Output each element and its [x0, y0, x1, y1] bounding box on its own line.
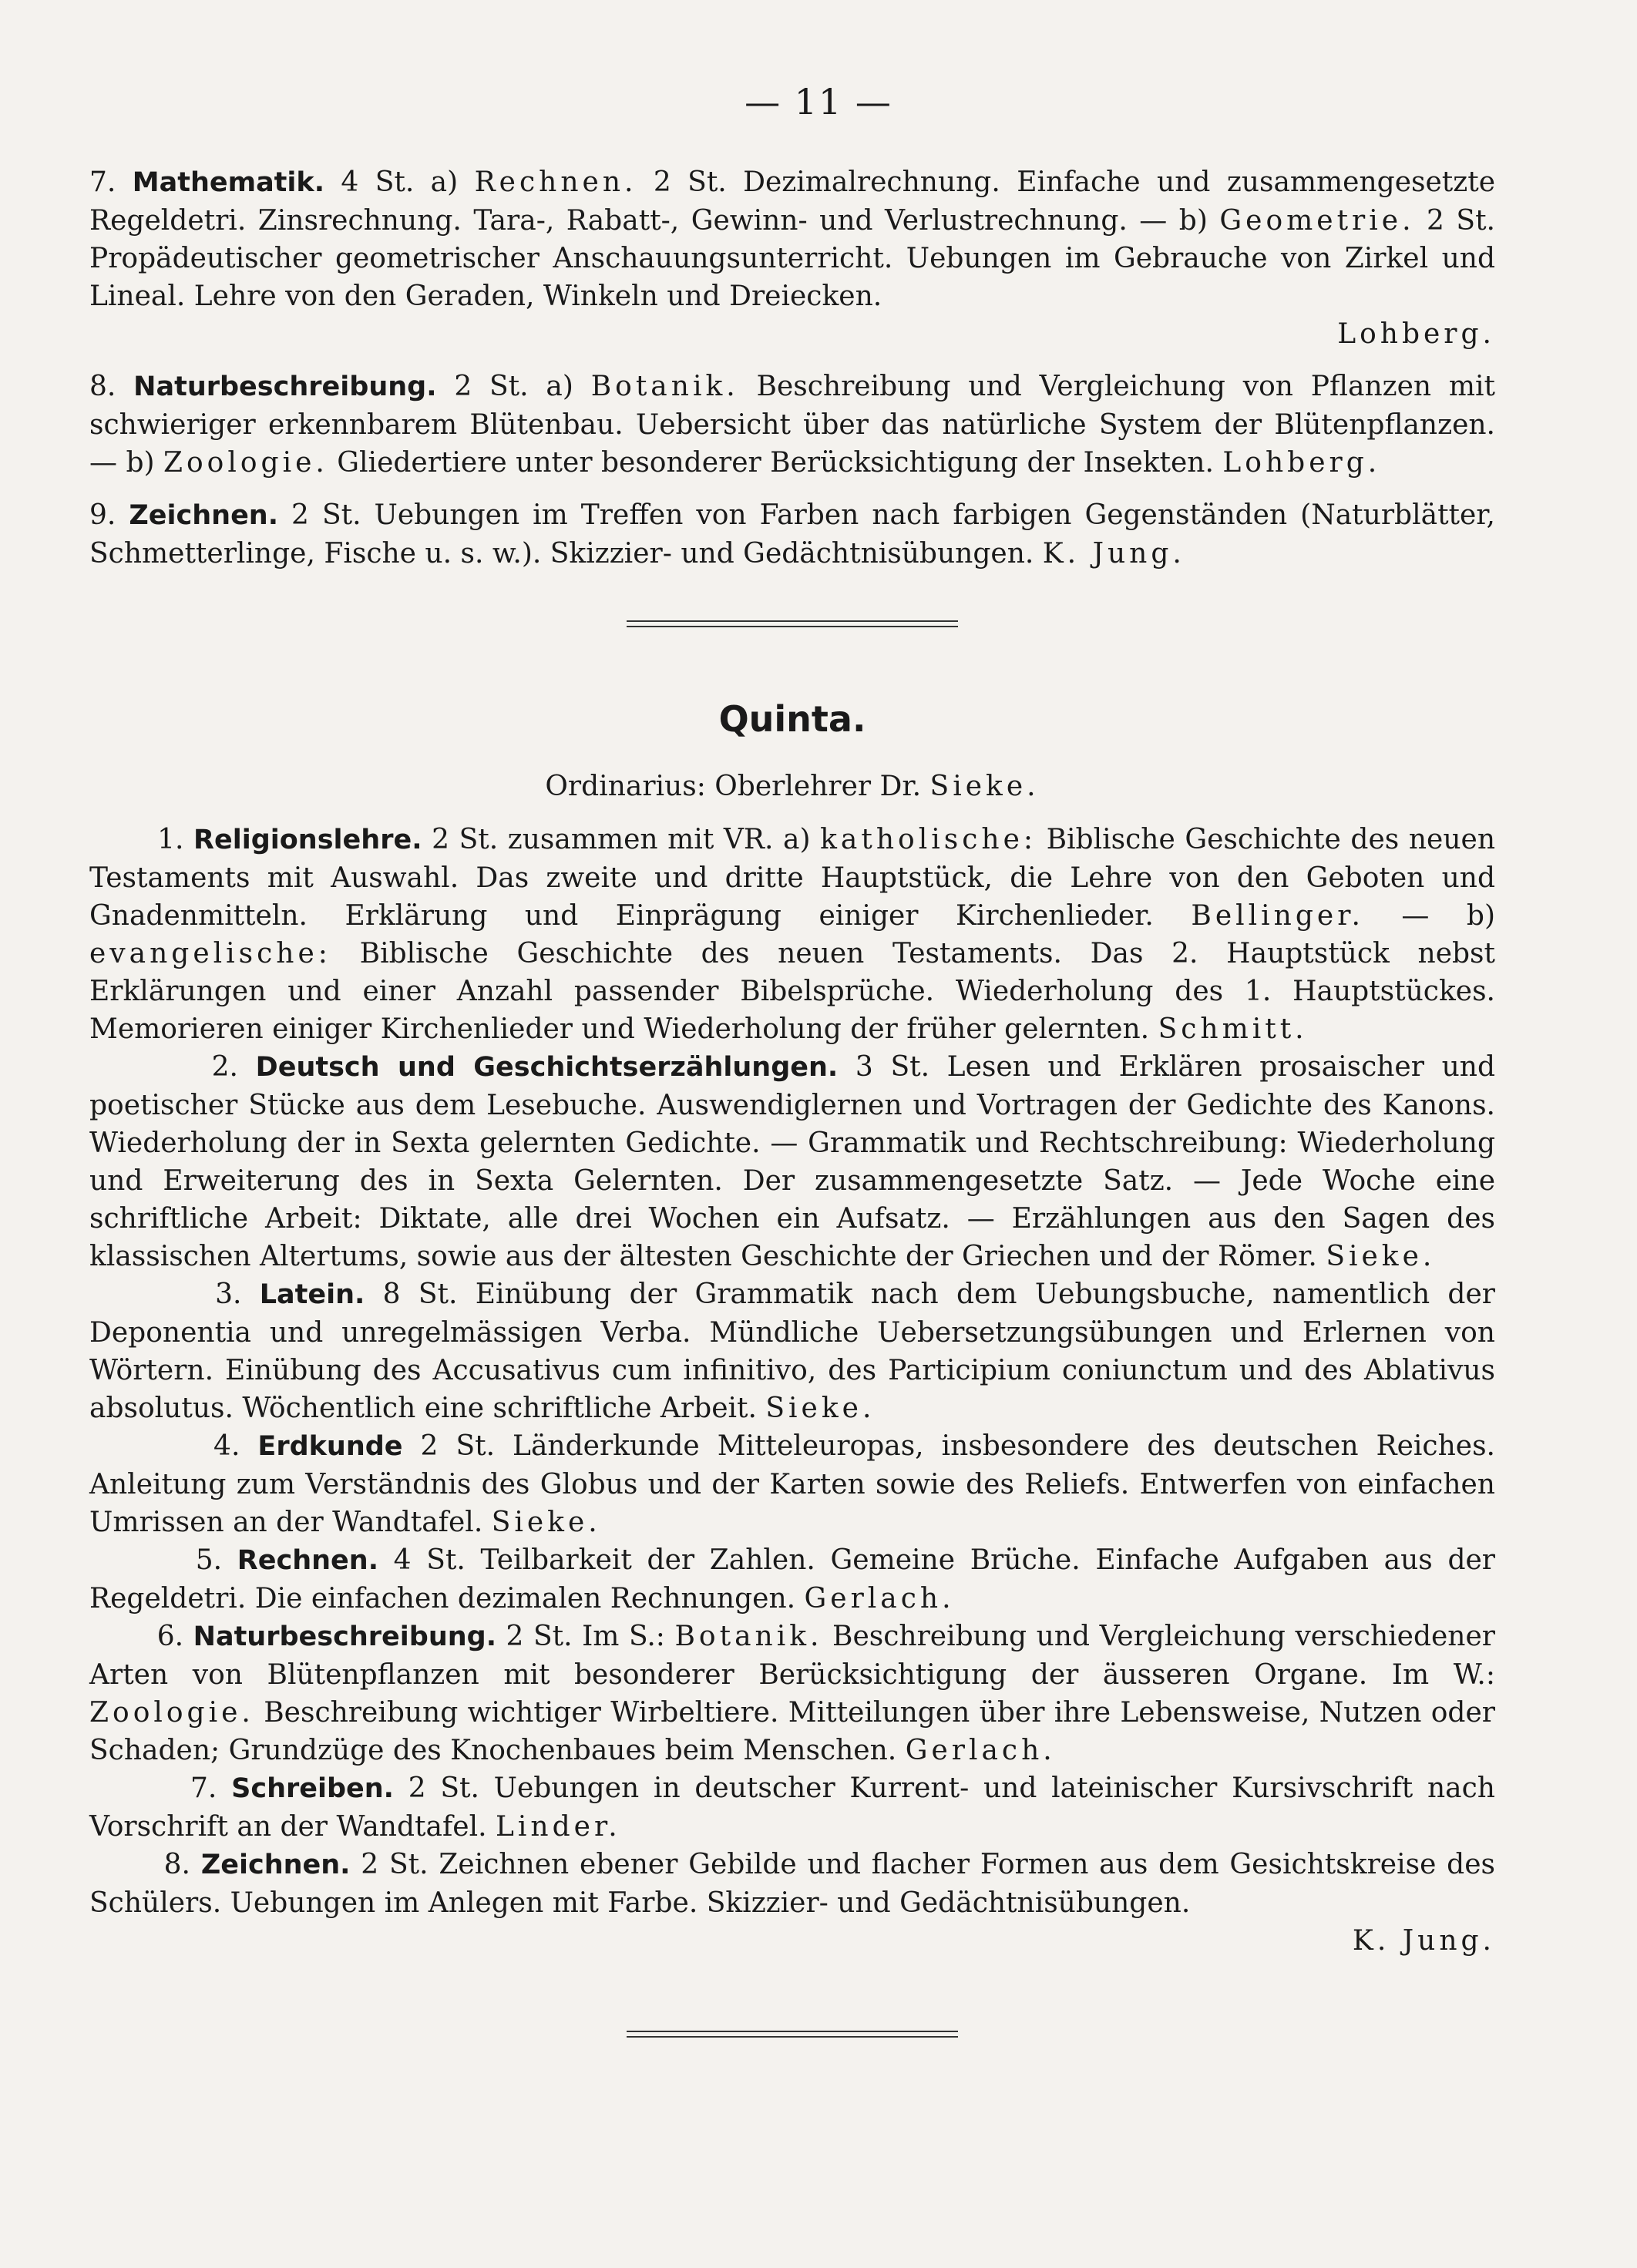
ordinarius-line: Ordinarius: Oberlehrer Dr. Sieke. [545, 771, 1040, 802]
page-content [89, 163, 1495, 2038]
teacher-name: K. Jung. [1042, 538, 1185, 570]
teacher-name: Sieke. [1326, 1241, 1436, 1272]
subject-heading: Schreiben. [231, 1773, 394, 1804]
teacher-name: Schmitt. [1158, 1013, 1308, 1045]
subject-heading: Naturbeschreibung. [193, 1621, 496, 1652]
subject-heading: Erdkunde [257, 1431, 403, 1462]
quinta-item-rechnen: 5. Rechnen. 4 St. Teilbarkeit der Zahlen. Gemeine Brüche. Einfache Aufgaben aus der Regeldetri. Die einfachen dezimalen Rechnungen. Gerlach. [89, 1544, 1496, 1614]
subject-heading: Zeichnen. [200, 1850, 351, 1880]
quinta-item-religionslehre: 1. Religionslehre. 2 St. zusammen mit VR. a) katholische: Biblische Geschichte des neuen Testaments mit Auswahl. Das zweite und dritte Hauptstück, die Lehre von den Geboten und Gnadenmitteln. Erklärung und Einprägung einiger Kirchenlieder. Bellinger. — b) evangelische: Biblische Geschichte des neuen Testaments. Das 2. Hauptstück nebst Erklärungen und einer Anzahl passender Bibelsprüche. Wiederholung des 1. Hauptstückes. Memorieren einiger Kirchenlieder und Wiederholung der früher gelernten. Schmitt. [89, 824, 1496, 1045]
subject-heading: Zeichnen. [129, 500, 279, 531]
teacher-name: Gerlach. [804, 1583, 955, 1614]
quinta-item-latein: 3. Latein. 8 St. Einübung der Grammatik nach dem Uebungsbuche, namentlich der Deponentia und unregelmässigen Verba. Mündliche Uebersetzungsübungen und Erlernen von Wörtern. Einübung des Accusativus cum infinitivo, des Participium coniunctum und des Ablativus absolutus. Wöchentlich eine schriftliche Arbeit. Sieke. [89, 1278, 1495, 1424]
subject-heading: Rechnen. [237, 1545, 378, 1576]
quinta-item-zeichnen: 8. Zeichnen. 2 St. Zeichnen ebener Gebilde und flacher Formen aus dem Gesichtskreise des Schülers. Uebungen im Anlegen mit Farbe. Skizzier- und Gedächtnisübungen. K. Jung. [89, 1846, 1495, 1960]
subject-heading: Mathematik. [132, 167, 324, 198]
sexta-item-naturbeschreibung: 8. Naturbeschreibung. 2 St. a) Botanik. Beschreibung und Vergleichung von Pflanzen mit schwieriger erkennbarem Blütenbau. Uebersicht über das natürliche System der Blütenpflanzen. — b) Zoologie. Gliedertiere unter besonderer Berücksichtigung der Insekten. Lohberg. [89, 371, 1495, 479]
subject-heading: Deutsch und Geschichtserzählungen. [255, 1052, 839, 1083]
page-number: — 11 — [745, 81, 892, 123]
sexta-item-zeichnen: 9. Zeichnen. 2 St. Uebungen im Treffen von Farben nach farbigen Gegenständen (Naturblätter, Schmetterlinge, Fische u. s. w.). Skizzier- und Gedächtnisübungen. K. Jung. [89, 499, 1495, 570]
teacher-name: Lohberg. [1337, 318, 1495, 350]
teacher-name: Lohberg. [1222, 447, 1381, 479]
quinta-item-schreiben: 7. Schreiben. 2 St. Uebungen in deutscher Kurrent- und lateinischer Kursivschrift nach Vorschrift an der Wandtafel. Linder. [89, 1772, 1495, 1843]
teacher-name: K. Jung. [1352, 1925, 1495, 1957]
section-divider [627, 620, 958, 627]
subject-heading: Latein. [259, 1279, 365, 1310]
subject-heading: Naturbeschreibung. [133, 371, 437, 402]
section-title: Quinta. [718, 698, 866, 740]
quinta-item-naturbeschreibung: 6. Naturbeschreibung. 2 St. Im S.: Botanik. Beschreibung und Vergleichung verschiedener Arten von Blütenpflanzen mit besonderer Berücksichtigung der äusseren Organe. Im W.: Zoologie. Beschreibung wichtiger Wirbeltiere. Mitteilungen über ihre Lebensweise, Nutzen oder Schaden; Grundzüge des Knochenbaues beim Menschen. Gerlach. [89, 1621, 1495, 1766]
quinta-item-erdkunde: 4. Erdkunde 2 St. Länderkunde Mitteleuropas, insbesondere des deutschen Reiches. Anleitung zum Verständnis des Globus und der Karten sowie des Reliefs. Entwerfen von einfachen Umrissen an der Wandtafel. Sieke. [89, 1430, 1495, 1538]
section-divider [627, 2031, 958, 2038]
teacher-name: Sieke. [491, 1507, 601, 1538]
sexta-item-mathematik: 7. Mathematik. 4 St. a) Rechnen. 2 St. Dezimalrechnung. Einfache und zusammengesetzte Regeldetri. Zinsrechnung. Tara-, Rabatt-, Gewinn- und Verlustrechnung. — b) Geometrie. 2 St. Propädeutischer geometrischer Anschauungsunterricht. Uebungen im Gebrauche von Zirkel und Lineal. Lehre von den Geraden, Winkeln und Dreiecken. Lohberg. [89, 163, 1495, 353]
teacher-name: Linder. [495, 1811, 621, 1843]
teacher-name: Gerlach. [905, 1735, 1056, 1766]
quinta-item-deutsch: 2. Deutsch und Geschichtserzählungen. 3 St. Lesen und Erklären prosaischer und poetischer Stücke aus dem Lesebuche. Auswendiglernen und Vortragen der Gedichte des Kanons. Wiederholung der in Sexta gelernten Gedichte. — Grammatik und Rechtschreibung: Wiederholung und Erweiterung des in Sexta Gelernten. Der zusammengesetzte Satz. — Jede Woche eine schriftliche Arbeit: Diktate, alle drei Wochen ein Aufsatz. — Erzählungen aus den Sagen des klassischen Altertums, sowie aus der ältesten Geschichte der Griechen und der Römer. Sieke. [89, 1051, 1496, 1272]
subject-heading: Religionslehre. [193, 825, 422, 855]
teacher-name: Sieke. [765, 1393, 876, 1424]
